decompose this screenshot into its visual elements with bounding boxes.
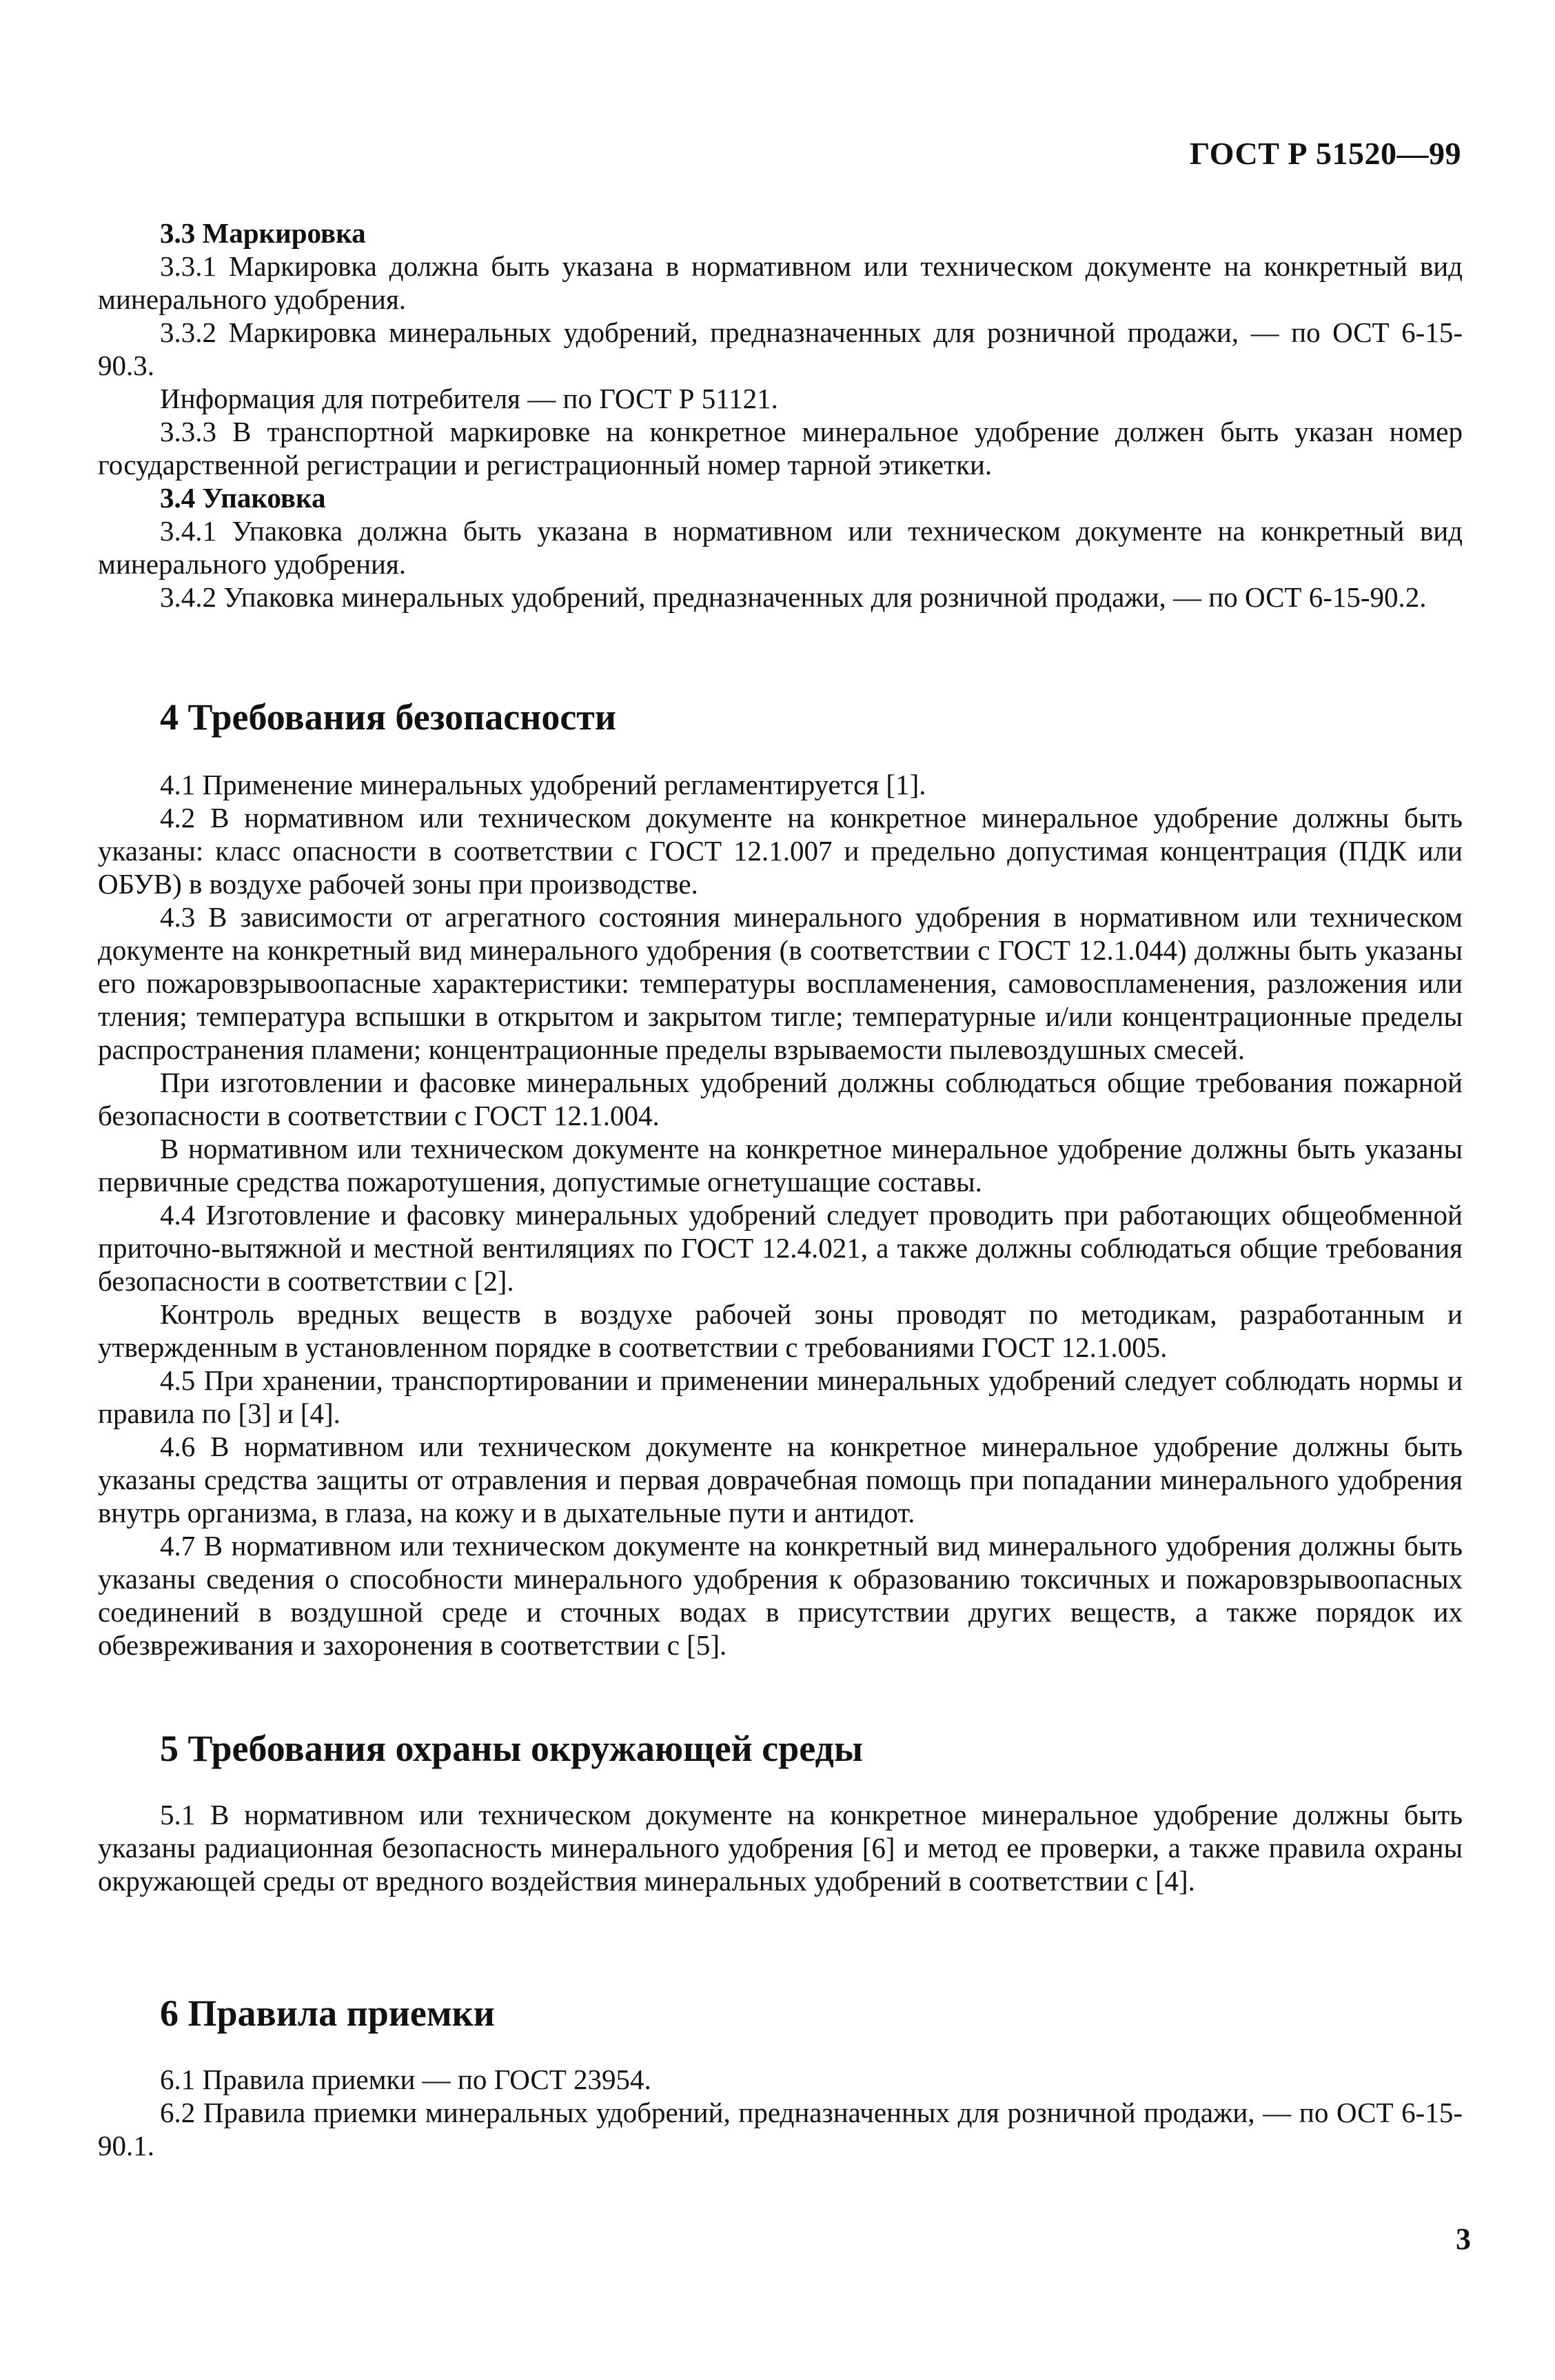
paragraph-4-2: 4.2 В нормативном или техническом документе на конкретное минеральное удобрение должны быть указаны: класс опасности в соответствии с ГОСТ 12.1.007 и предельно допустимая концентрация (ПДК или ОБУВ) в воздухе рабочей зоны при производстве. [98,802,1463,900]
section-heading-acceptance: 6 Правила приемки [160,1993,495,2034]
paragraph-4-4: 4.4 Изготовление и фасовку минеральных удобрений следует проводить при работающих общеобменной приточно-вытяжной и местной вентиляциях по ГОСТ 12.4.021, а также должны соблюдаться общие требования безопасности в соответствии с [2]. [98,1199,1463,1297]
paragraph-fire-extinguishing: В нормативном или техническом документе на конкретное минеральное удобрение должны быть указаны первичные средства пожаротушения, допустимые огнетушащие составы. [98,1133,1463,1198]
section-5-block [98,1798,1463,1897]
paragraph-fire-safety: При изготовлении и фасовке минеральных удобрений должны соблюдаться общие требования пожарной безопасности в соответствии с ГОСТ 12.1.004. [98,1067,1463,1131]
section-heading-environment: 5 Требования охраны окружающей среды [160,1728,864,1769]
paragraph-3-3-3: 3.3.3 В транспортной маркировке на конкретное минеральное удобрение должен быть указан номер государственной регистрации и регистрационный номер тарной этикетки. [98,416,1463,481]
paragraph-6-2: 6.2 Правила приемки минеральных удобрений, предназначенных для розничной продажи, — по ОСТ 6-15-90.1. [98,2097,1463,2161]
subsection-heading-marking: 3.3 Маркировка [160,217,366,249]
section-3-3-block [98,216,1463,614]
paragraph-4-6: 4.6 В нормативном или техническом документе на конкретное минеральное удобрение должны быть указаны средства защиты от отравления и первая доврачебная помощь при попадании минерального удобрения внутрь организма, в глаза, на кожу и в дыхательные пути и антидот. [98,1431,1463,1529]
paragraph-3-4-1: 3.4.1 Упаковка должна быть указана в нормативном или техническом документе на конкретный вид минерального удобрения. [98,515,1463,580]
paragraph-4-1: 4.1 Применение минеральных удобрений регламентируется [1]. [160,769,926,800]
paragraph-consumer-info: Информация для потребителя — по ГОСТ Р 51121. [160,383,778,414]
section-heading-safety: 4 Требования безопасности [160,696,616,738]
paragraph-3-3-2: 3.3.2 Маркировка минеральных удобрений, предназначенных для розничной продажи, — по ОСТ 6-15-90.3. [98,316,1463,381]
paragraph-4-7: 4.7 В нормативном или техническом документе на конкретный вид минерального удобрения должны быть указаны сведения о способности минерального удобрения к образованию токсичных и пожаровзрывоопасных соединений в воздушной среде и сточных водах в присутствии других веществ, а также порядок их обезвреживания и захоронения в соответствии с [5]. [98,1530,1463,1661]
paragraph-4-3: 4.3 В зависимости от агрегатного состояния минерального удобрения в нормативном или техническом документе на конкретный вид минерального удобрения (в соответствии с ГОСТ 12.1.044) должны быть указаны его пожаровзрывоопасные характеристики: температуры воспламенения, самовоспламенения, разложения или тления; температура вспышки в открытом и закрытом тигле; температурные и/или концентрационные пределы распространения пламени; концентрационные пределы взрываемости пылевоздушных смесей. [98,901,1463,1065]
paragraph-3-4-2: 3.4.2 Упаковка минеральных удобрений, предназначенных для розничной продажи, — по ОСТ 6-15-90.2. [160,581,1427,613]
paragraph-3-3-1: 3.3.1 Маркировка должна быть указана в нормативном или техническом документе на конкретный вид минерального удобрения. [98,250,1463,315]
subsection-heading-packaging: 3.4 Упаковка [160,482,326,514]
paragraph-6-1: 6.1 Правила приемки — по ГОСТ 23954. [160,2064,651,2095]
section-4-block [98,768,1463,1662]
paragraph-harmful-control: Контроль вредных веществ в воздухе рабочей зоны проводят по методикам, разработанным и утвержденным в установленном порядке в соответствии с требованиями ГОСТ 12.1.005. [98,1298,1463,1363]
paragraph-4-5: 4.5 При хранении, транспортировании и применении минеральных удобрений следует соблюдать нормы и правила по [3] и [4]. [98,1364,1463,1429]
section-6-block [98,2063,1463,2162]
page-number: 3 [1456,2222,1471,2256]
paragraph-5-1: 5.1 В нормативном или техническом документе на конкретное минеральное удобрение должны быть указаны радиационная безопасность минерального удобрения [6] и метод ее проверки, а также правила охраны окружающей среды от вредного воздействия минеральных удобрений в соответствии с [4]. [98,1799,1463,1897]
document-code-header: ГОСТ Р 51520—99 [1190,136,1461,171]
